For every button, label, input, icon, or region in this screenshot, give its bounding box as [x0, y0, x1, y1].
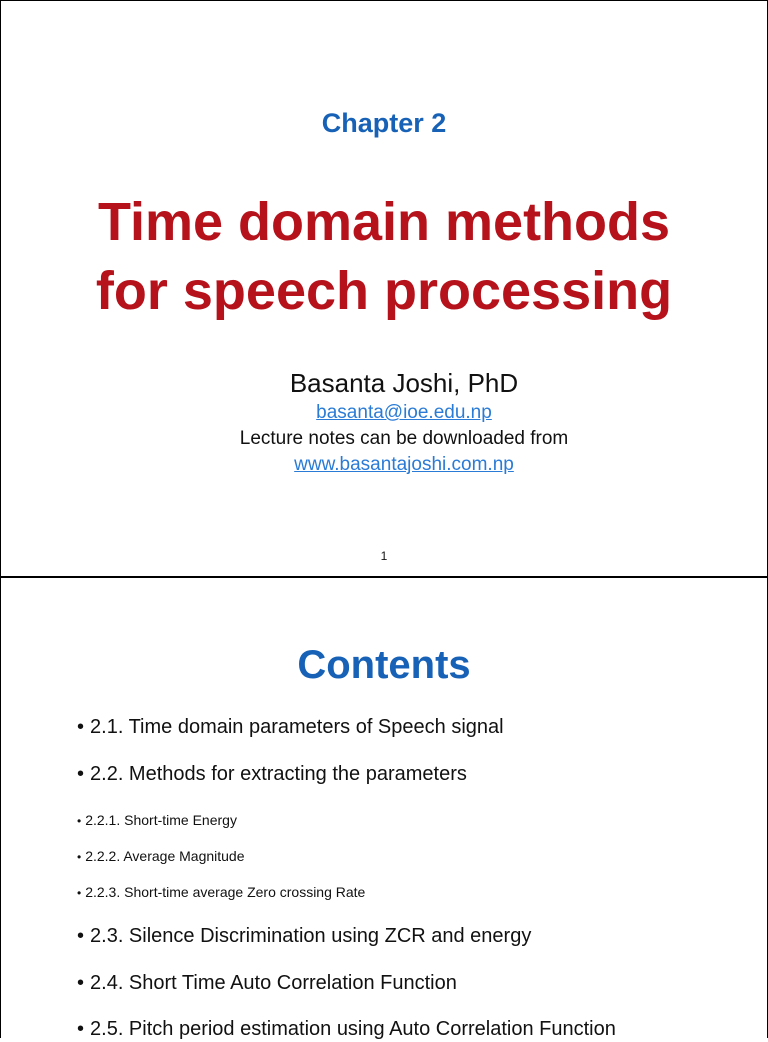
chapter-label: Chapter 2: [321, 108, 447, 138]
toc-item: [77, 883, 365, 902]
toc-item-label: 2.2. Methods for extracting the parameters: [90, 763, 467, 785]
toc-item: [77, 811, 237, 830]
toc-item: [77, 1016, 616, 1042]
email-link[interactable]: basanta@ioe.edu.np: [316, 402, 492, 423]
email-row: [1, 401, 767, 425]
toc-item-label: 2.2.3. Short-time average Zero crossing Rate: [85, 884, 366, 900]
bullet-icon: •: [77, 814, 82, 828]
toc-item-label: 2.3. Silence Discrimination using ZCR and energy: [90, 925, 532, 947]
toc-item: [77, 923, 531, 949]
title-line-2: for speech processing: [95, 261, 673, 321]
toc-item: [77, 761, 467, 787]
bullet-icon: •: [77, 972, 85, 994]
toc-item-label: 2.1. Time domain parameters of Speech signal: [90, 716, 504, 738]
table-of-contents: [1, 578, 767, 1038]
bullet-icon: •: [77, 925, 85, 947]
toc-item: [77, 970, 457, 996]
bullet-icon: •: [77, 1018, 85, 1040]
bullet-icon: •: [77, 763, 85, 785]
contents-title: Contents: [297, 643, 471, 687]
lecture-notes-text: Lecture notes can be downloaded from: [239, 428, 569, 449]
website-row: [1, 453, 767, 477]
toc-item: [77, 847, 245, 866]
bullet-icon: •: [77, 886, 82, 900]
website-link[interactable]: www.basantajoshi.com.np: [294, 454, 514, 475]
toc-item: [77, 714, 504, 740]
contents-slide: [0, 577, 768, 1038]
toc-item-label: 2.5. Pitch period estimation using Auto Correlation Function: [90, 1018, 616, 1040]
toc-item-label: 2.4. Short Time Auto Correlation Function: [90, 972, 457, 994]
bullet-icon: •: [77, 850, 82, 864]
toc-item-label: 2.2.2. Average Magnitude: [85, 848, 245, 864]
page-number: 1: [380, 549, 388, 563]
bullet-icon: •: [77, 716, 85, 738]
toc-item-label: 2.2.1. Short-time Energy: [85, 812, 237, 828]
author-name: Basanta Joshi, PhD: [289, 368, 519, 398]
title-line-1: Time domain methods: [97, 192, 671, 252]
